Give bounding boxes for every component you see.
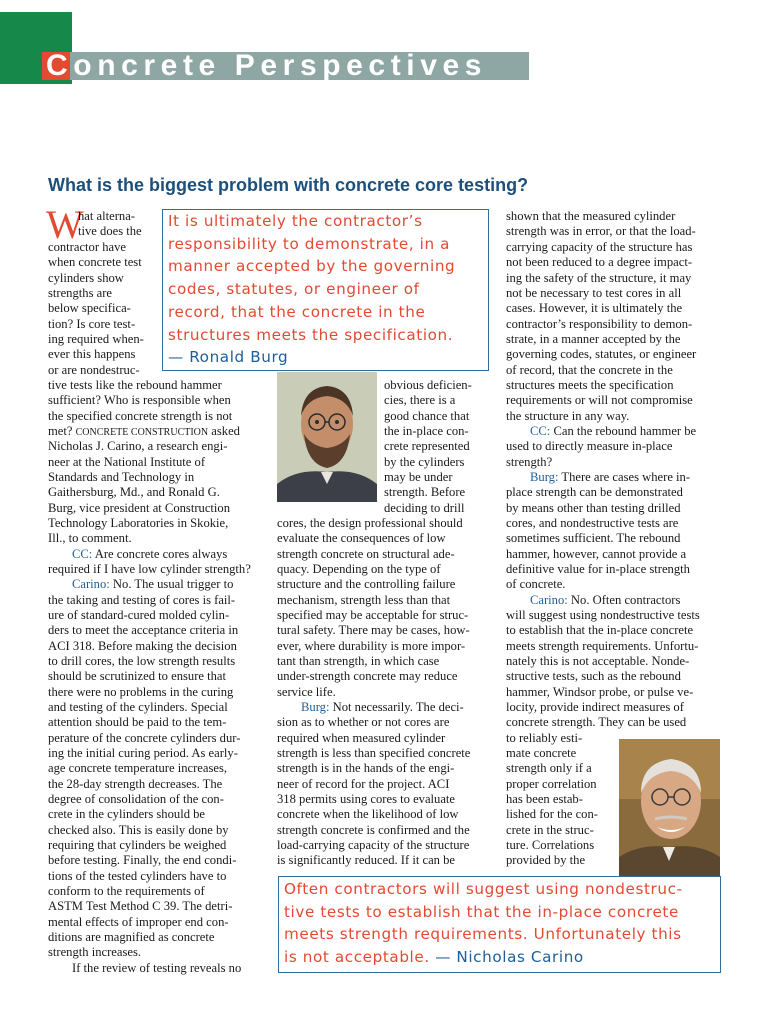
text-line: under-strength concrete may reduce [277, 669, 458, 683]
speaker-label: Burg: [530, 470, 559, 484]
text-line: the 28-day strength decreases. The [48, 777, 223, 791]
text-line: carrying capacity of the structure has [506, 240, 693, 254]
pull-quote-burg [162, 209, 489, 371]
text-line: of concrete. [506, 577, 566, 591]
text-line: ing required when- [48, 332, 144, 346]
text-line: crete in the cylinders should be [48, 807, 206, 821]
text-line: the taking and testing of cores is fail- [48, 593, 236, 607]
text-line: to establish that the in-place concrete [506, 623, 694, 637]
text-line: required if I have low cylinder strength? [48, 562, 251, 576]
text-line: attention should be paid to the tem- [48, 715, 227, 729]
text-line: the in-place con- [384, 424, 469, 438]
text-line: ever, where durability is more impor- [277, 639, 466, 653]
text-line: neer of record for the project. ACI [277, 777, 450, 791]
text-line: hat alterna- [78, 209, 135, 223]
pull-quote-line: record, that the concrete in the [168, 302, 426, 321]
text-line: proper correlation [506, 777, 597, 791]
text-line: sion as to whether or not cores are [277, 715, 450, 729]
text-line: cylinders show [48, 271, 124, 285]
text-line: Burg, vice president at Construction [48, 501, 230, 515]
text-line: perature of the concrete cylinders dur- [48, 731, 241, 745]
pull-quote-line: meets strength requirements. Unfortunately this [284, 925, 682, 944]
text-run: Can the rebound hammer be [550, 424, 697, 438]
text-line: strength concrete on structural ade- [277, 547, 455, 561]
text-line: tant than strength, in which case [277, 654, 440, 668]
text-line: locity, provide indirect measures of [506, 700, 684, 714]
text-line: ever this happens [48, 347, 136, 361]
pull-quote-line: structures meets the specification. [168, 325, 454, 344]
text-line: to drill cores, the low strength results [48, 654, 236, 668]
text-line: is significantly reduced. If it can be [277, 853, 455, 867]
text-line: the specified concrete strength is not [48, 409, 233, 423]
page-title: Concrete Perspectives [46, 52, 488, 80]
text-line: required when measured cylinder [277, 731, 446, 745]
text-line: strength? [506, 455, 553, 469]
text-line: ture. Correlations [506, 838, 595, 852]
text-line: not be necessary to test cores in all [506, 286, 682, 300]
text-line: service life. [277, 685, 336, 699]
text-line [530, 470, 690, 485]
text-line: strengths are [48, 286, 112, 300]
text-line: mate concrete [506, 746, 577, 760]
text-line: structive tests, such as the rebound [506, 669, 681, 683]
text-line: evaluate the consequences of low [277, 531, 446, 545]
pull-quote-line: tive tests to establish that the in-place concrete [284, 902, 679, 921]
text-line: concrete strength. They can be used [506, 715, 687, 729]
text-line: sometimes sufficient. The rebound [506, 531, 681, 545]
pull-quote-carino [278, 876, 721, 973]
text-line: conform to the requirements of [48, 884, 205, 898]
pull-quote-attribution: — Ronald Burg [168, 348, 289, 367]
text-line: cases. However, it is ultimately the [506, 301, 683, 315]
text-line: ing the safety of the structure, it may [506, 271, 692, 285]
text-line: governing codes, statutes, or engineer [506, 347, 697, 361]
text-line: crete represented [384, 439, 470, 453]
text-line: shown that the measured cylinder [506, 209, 676, 223]
text-line: tion? Is core test- [48, 317, 136, 331]
text-line: ders to meet the acceptance criteria in [48, 623, 239, 637]
text-line: age concrete temperature increases, [48, 761, 227, 775]
magazine-name: CONCRETE CONSTRUCTION [75, 427, 209, 438]
pull-quote-attribution: — Nicholas Carino [435, 948, 584, 967]
text-line: when concrete test [48, 255, 142, 269]
text-line: of record, that the concrete in the [506, 363, 673, 377]
text-run: Are concrete cores always [92, 547, 228, 561]
text-line: deciding to drill [384, 501, 465, 515]
title-bar [42, 52, 529, 80]
text-line: strength. Before [384, 485, 466, 499]
text-line [301, 700, 464, 715]
text-line [72, 547, 227, 562]
text-line: nately this is not acceptable. Nonde- [506, 654, 690, 668]
text-line: definitive value for in-place strength [506, 562, 690, 576]
text-run: There are cases where in- [558, 470, 691, 484]
speaker-label: CC: [72, 547, 93, 561]
text-line: checked also. This is easily done by [48, 823, 229, 837]
text-line: may be under [384, 470, 453, 484]
text-line: Ill., to comment. [48, 531, 132, 545]
text-line: used to directly measure in-place [506, 439, 673, 453]
article-headline: What is the biggest problem with concrete core testing? [48, 175, 529, 195]
nicholas-carino-photo [619, 739, 720, 878]
text-line: cies, there is a [384, 393, 456, 407]
text-line: strength only if a [506, 761, 592, 775]
text-line: ditions are magnified as concrete [48, 930, 215, 944]
text-line: ACI 318. Before making the decision [48, 639, 237, 653]
speaker-label: CC: [530, 424, 551, 438]
text-line: specified may be acceptable for struc- [277, 608, 469, 622]
text-line: will suggest using nondestructive tests [506, 608, 700, 622]
text-line: by means other than testing drilled [506, 501, 681, 515]
text-line: crete in the struc- [506, 823, 594, 837]
text-line: strength increases. [48, 945, 142, 959]
text-line [530, 593, 680, 608]
text-line: 318 permits using cores to evaluate [277, 792, 456, 806]
pull-quote-line: Often contractors will suggest using nondestruc- [284, 880, 683, 898]
text-line: or are nondestruc- [48, 363, 140, 377]
text-line: concrete when the likelihood of low [277, 807, 459, 821]
text-line: strength was in error, or that the load- [506, 224, 696, 238]
pull-quote-text: is not acceptable. [284, 948, 436, 967]
text-line: place strength can be demonstrated [506, 485, 683, 499]
text-line: tural safety. There may be cases, how- [277, 623, 470, 637]
text-line: the structure in any way. [506, 409, 630, 423]
text-line: not been reduced to a degree impact- [506, 255, 693, 269]
text-line: there were no problems in the curing [48, 685, 234, 699]
text-line: Gaithersburg, Md., and Ronald G. [48, 485, 220, 499]
text-line: meets strength requirements. Unfortu- [506, 639, 699, 653]
text-line: and testing of the cylinders. Special [48, 700, 228, 714]
text-line: Technology Laboratories in Skokie, [48, 516, 229, 530]
text-line: requiring that cylinders be weighed [48, 838, 227, 852]
text-line: load-carrying capacity of the structure [277, 838, 470, 852]
text-line [72, 577, 233, 592]
text-line: hammer, Windsor probe, or pulse ve- [506, 685, 694, 699]
text-line: quacy. Depending on the type of [277, 562, 441, 576]
text-line: to reliably esti- [506, 731, 583, 745]
text-line: cores, and nondestructive tests are [506, 516, 679, 530]
text-line: lished for the con- [506, 807, 598, 821]
pull-quote-line: It is ultimately the contractor’s [168, 212, 423, 230]
text-line: requirements or will not compromise [506, 393, 693, 407]
text-line [530, 424, 696, 439]
text-line: below specifica- [48, 301, 131, 315]
pull-quote-line: manner accepted by the governing [168, 257, 456, 276]
text-line: should be scrutinized to ensure that [48, 669, 227, 683]
text-line: neer at the National Institute of [48, 455, 206, 469]
text-line: ASTM Test Method C 39. The detri- [48, 899, 233, 913]
text-run: No. Often contractors [567, 593, 681, 607]
text-line: Nicholas J. Carino, a research engi- [48, 439, 228, 453]
text-line: obvious deficien- [384, 378, 472, 392]
text-line: Standards and Technology in [48, 470, 195, 484]
text-line: contractor have [48, 240, 126, 254]
text-line: structure and the controlling failure [277, 577, 456, 591]
text-line: strength is less than specified concrete [277, 746, 471, 760]
text-line: hammer, however, cannot provide a [506, 547, 687, 561]
pull-quote-line: responsibility to demonstrate, in a [168, 234, 451, 253]
pull-quote-line: codes, statutes, or engineer of [168, 280, 420, 299]
text-line: good chance that [384, 409, 470, 423]
text-line: by the cylinders [384, 455, 465, 469]
text-line: contractor’s responsibility to demon- [506, 317, 693, 331]
text-line: strate, in a manner accepted by the [506, 332, 681, 346]
text-line: before testing. Finally, the end condi- [48, 853, 237, 867]
text-line: degree of consolidation of the con- [48, 792, 224, 806]
text-line: ure of standard-cured molded cylin- [48, 608, 230, 622]
speaker-label: Carino: [72, 577, 110, 591]
text-line: tive does the [78, 224, 142, 238]
text-line: has been estab- [506, 792, 583, 806]
text-line: provided by the [506, 853, 586, 867]
text-run: met? [48, 424, 76, 438]
text-line: strength is in the hands of the engi- [277, 761, 455, 775]
text-line: mechanism, strength less than that [277, 593, 451, 607]
ronald-burg-photo [277, 372, 377, 502]
speaker-label: Carino: [530, 593, 568, 607]
text-line: tive tests like the rebound hammer [48, 378, 222, 392]
text-line: sufficient? Who is responsible when [48, 393, 231, 407]
text-run: No. The usual trigger to [109, 577, 234, 591]
pull-quote-line [284, 946, 720, 969]
text-line: If the review of testing reveals no [72, 961, 242, 975]
text-line: structures meets the specification [506, 378, 674, 392]
speaker-label: Burg: [301, 700, 330, 714]
text-line: mental effects of improper end con- [48, 915, 229, 929]
text-run: Not necessarily. The deci- [329, 700, 464, 714]
text-line: cores, the design professional should [277, 516, 463, 530]
text-line: ing the initial curing period. As early- [48, 746, 238, 760]
text-line [48, 424, 240, 440]
text-run: asked [208, 424, 240, 438]
text-line: strength concrete is confirmed and the [277, 823, 470, 837]
text-line: tions of the tested cylinders have to [48, 869, 227, 883]
drop-cap: W [46, 202, 84, 247]
